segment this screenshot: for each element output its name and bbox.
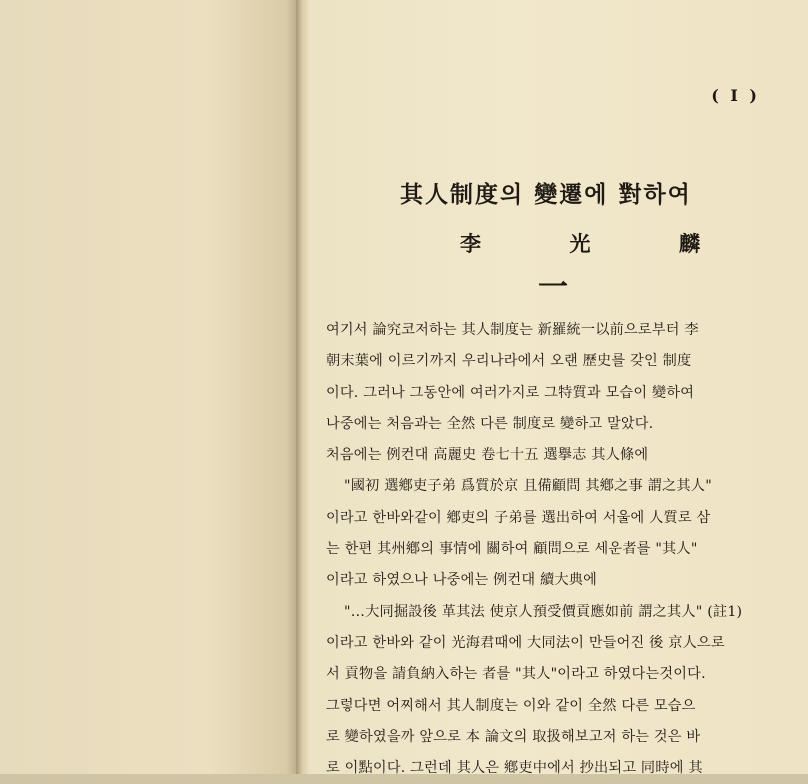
text-line: 그렇다면 어찌해서 其人制度는 이와 같이 全然 다른 모습으 [326,697,696,714]
text-line: 이라고 한바와 같이 光海君때에 大同法이 만들어진 後 京人으로 [326,634,725,651]
quote-line: "國初 選鄕吏子弟 爲質於京 且備顧問 其鄕之事 謂之其人" [344,478,712,495]
text-line: 처음에는 例컨대 高麗史 卷七十五 選擧志 其人條에 [326,447,649,464]
text-line: 이라고 한바와같이 鄕吏의 子弟를 選出하여 서울에 人質로 삼 [326,509,711,526]
page-number: ( I ) [711,86,760,105]
author-char-1: 李 [460,231,481,256]
text-line: 朝末葉에 이르기까지 우리나라에서 오랜 歷史를 갖인 制度 [326,353,692,370]
text-line: 나중에는 처음과는 全然 다른 制度로 變하고 말았다. [326,415,654,432]
article-title: 其人制度의 變遷에 對하여 [400,181,692,208]
body-text [326,315,794,784]
section-number: 一 [538,270,568,305]
text-line: 이라고 하였으나 나중에는 例컨대 續大典에 [326,572,598,589]
text-line: 여기서 論究코저하는 其人制度는 新羅統一以前으로부터 李 [326,322,699,338]
author-char-3: 麟 [679,231,700,256]
right-page [310,0,808,777]
author-name [460,228,700,258]
text-line: 이다. 그러나 그동안에 여러가지로 그特質과 모습이 變하여 [326,384,695,401]
author-char-2: 光 [569,231,591,256]
text-line: 로 變하였을까 앞으로 本 論文의 取扱해보고저 하는 것은 바 [326,728,701,745]
text-line: 서 貢物을 請負納入하는 者를 "其人"이라고 하였다는것이다. [326,666,706,683]
book-gutter [296,0,310,774]
left-page [0,0,298,774]
text-line: 는 한편 其州鄕의 事情에 關하여 顧問으로 세운者를 "其人" [326,541,698,558]
text-line: 로 이點이다. 그런데 其人은 鄕吏中에서 抄出되고 同時에 其 [326,760,703,777]
quote-line: "…大同掘設後 革其法 使京人預受價貢應如前 謂之其人" (註1) [344,603,743,620]
